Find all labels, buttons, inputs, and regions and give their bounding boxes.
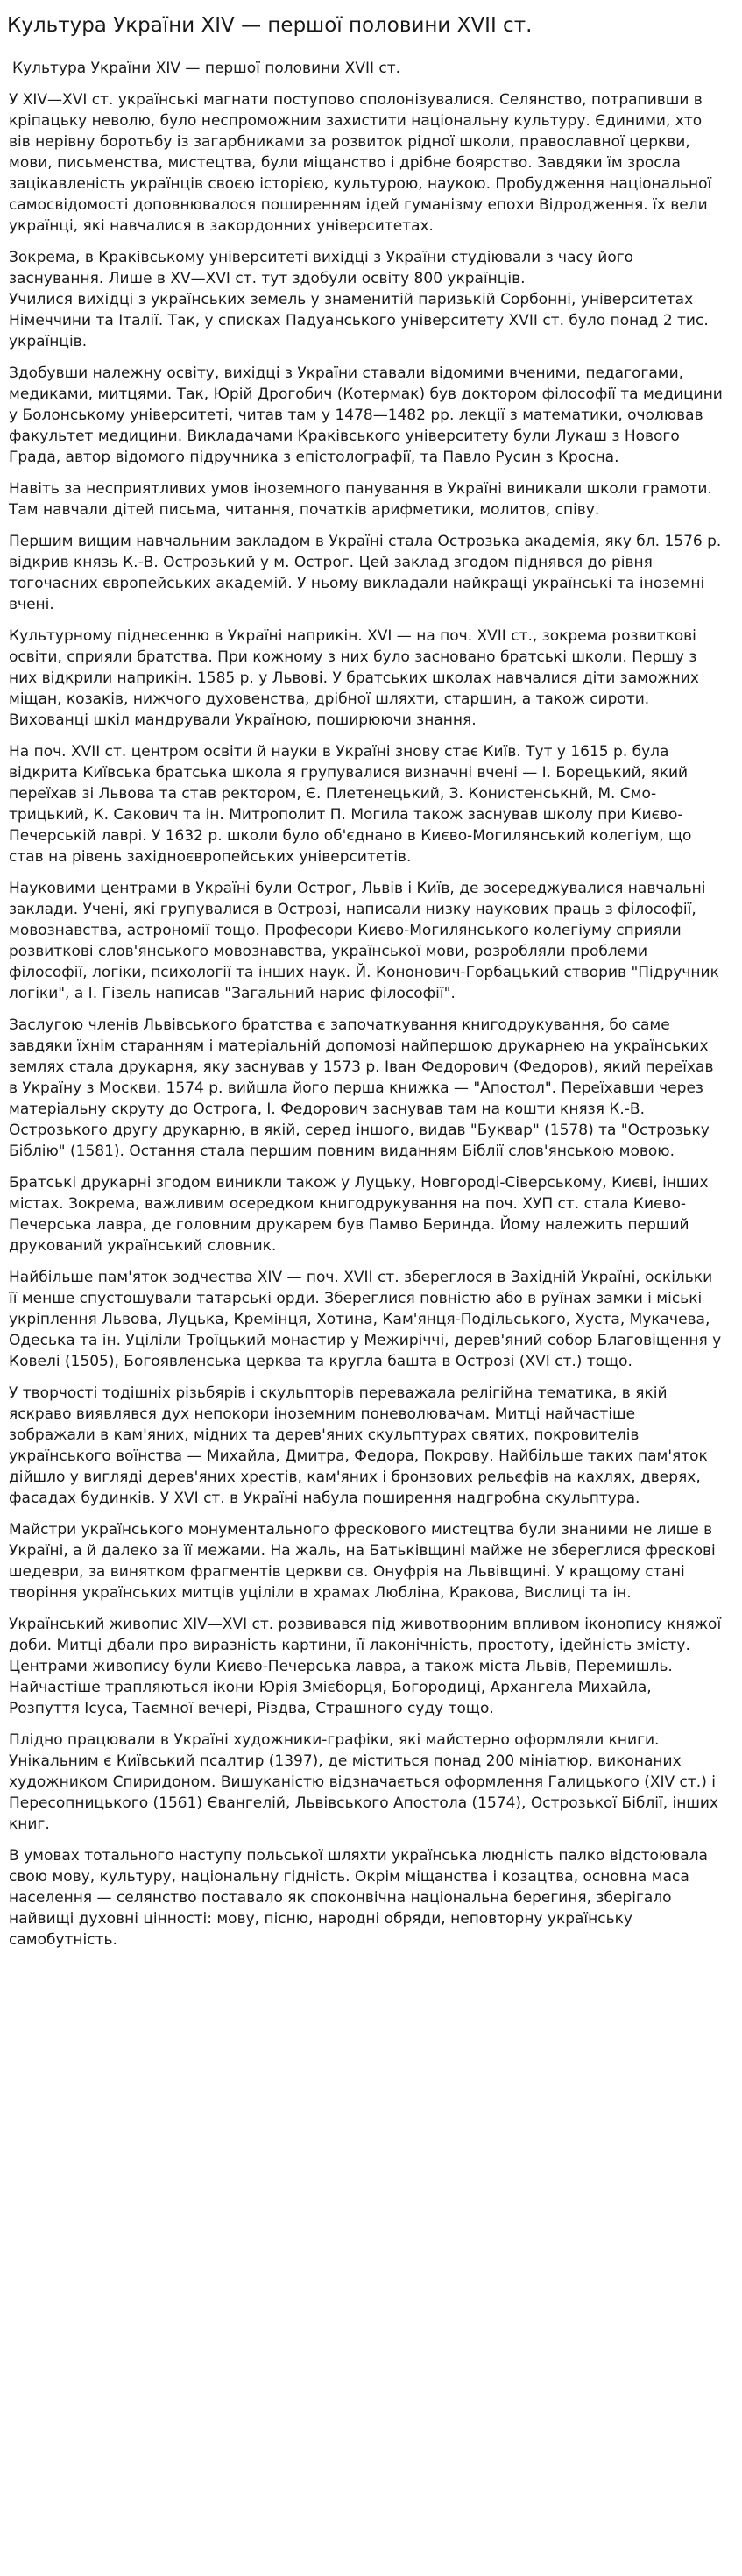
lead-heading: Культура України XIV — першої половини XVII ст.	[12, 60, 401, 77]
paragraph: Майстри українського монументального фрескового мистецтва були знаними не лише в Україні, а й далеко за її межами. На жаль, на Батьківщині майже не збереглися фрескові шедеври, за винятком фрагментів церкви св. Онуфрія на Львівщині. У кращому стані творіння українських митців уціліли в храмах Любліна, Кракова, Вислиці та ін.	[9, 1521, 716, 1602]
paragraph: Зокрема, в Краківському університеті вихідці з України студіювали з часу його заснування. Лише в XV—XVI ст. тут здобули освіту 800 українців. Училися вихідці з українських земель у знаменитій паризькій Сорбонні, університетах Німеччини та Італії. Так, у списках Падуанського університету XVII ст. було понад 2 тис. українців.	[9, 249, 709, 350]
paragraph: Плідно працювали в Україні художники-графіки, які майстерно оформляли книги. Унікальним є Київський псалтир (1397), де міститься понад 200 мініатюр, виконаних художником Спиридоном. Вишуканістю відзначається оформлення Галицького (XIV ст.) і Пересопницького (1561) Євангелій, Львівського Апостола (1574), Острозької Біблії, інших книг.	[9, 1731, 719, 1833]
paragraph: Братські друкарні згодом виникли також у Луцьку, Новгороді-Сіверському, Києві, інших містах. Зокрема, важливим осередком книгодрукування на поч. ХУП ст. стала Киево-Печерська лавра, де головним друкарем був Памво Беринда. Йому належить перший друкований український словник.	[9, 1174, 709, 1255]
paragraph: Найбільше пам'яток зодчества XIV — поч. XVII ст. збереглося в Західній Україні, оскільки її менше спустошували татарські орди. Збереглися повністю або в руїнах замки і міські укріплення Львова, Луцька, Кремінця, Хотина, Кам'янця-Подільського, Хуста, Мукачева, Одеська та ін. Уціліли Троїцький монастир у Межиріччі, дерев'яний собор Благовіщення у Ковелі (1505), Богоявленська церква та кругла башта в Острозі (XVI ст.) тощо.	[9, 1269, 722, 1370]
article-body	[7, 89, 728, 1950]
paragraph: Культурному піднесенню в Україні наприкін. XVI — на поч. XVII ст., зокрема розвиткові освіти, сприяли братства. При кожному з них було засновано братські школи. Першу з них відкрили наприкін. 1585 р. у Львові. У братських школах навчалися діти заможних міщан, козаків, нижчого духовенства, дрібної шляхти, старшин, а також сироти. Вихованці шкіл мандрували Україною, поширюючи знання.	[9, 627, 699, 729]
paragraph: Український живопис XIV—XVI ст. розвивався під животворним впливом іконопису княжої доби. Митці дбали про виразність картини, її лаконічність, простоту, ідейність змісту. Центрами живопису були Києво-Печерська лавра, а також міста Львів, Перемишль. Найчастіше трапляються ікони Юрія Змієборця, Богородиці, Архангела Михайла, Розпуття Ісуса, Таємної вечері, Різдва, Страшного суду тощо.	[9, 1616, 722, 1717]
paragraph: Навіть за несприятливих умов іноземного панування в Україні виникали школи грамоти. Там навчали дітей письма, читання, початків арифметики, молитов, співу.	[9, 480, 712, 519]
paragraph: В умовах тотального наступу польської шляхти українська людність палко відстоювала свою мову, культуру, національну гідність. Окрім міщанства і козацтва, основна маса населення — селянство поставало як споконвічна національна берегиня, зберігало найвищі духовні цінності: мову, пісню, народні обряди, неповторну українську самобутність.	[9, 1847, 708, 1949]
paragraph: Першим вищим навчальним закладом в Україні стала Острозька академія, яку бл. 1576 р. відкрив князь К.-В. Острозький у м. Острог. Цей заклад згодом піднявся до рівня тогочасних європейських академій. У ньому викладали найкращі українські та іноземні вчені.	[9, 533, 722, 613]
page-title: Культура України XIV — першої половини XVII ст.	[7, 14, 533, 37]
paragraph: На поч. XVII ст. центром освіти й науки в Україні знову стає Київ. Тут у 1615 р. була відкрита Київська братська школа я групувалися визначні вчені — І. Борецький, який переїхав зі Львова та став ректором, Є. Плетенецький, З. Конистенськнй, М. Смо-трицький, К. Сакович та ін. Митрополит П. Могила також заснував школу при Києво-Печерській лаврі. У 1632 р. школи було об'єднано в Києво-Могилянський колегіум, що став на рівень західноєвропейських університетів.	[9, 743, 692, 866]
paragraph: Заслугою членів Львівського братства є започаткування книгодрукування, бо саме завдяки їхнім старанням і матеріальній допомозі найпершою друкарнею на українських землях стала друкарня, яку заснував у 1573 р. Іван Федорович (Федоров), який переїхав в Україну з Москви. 1574 р. вийшла його перша книжка — "Апостол". Переїхавши через матеріальну скруту до Острога, І. Федорович заснував там на кошти князя К.-В. Острозького другу друкарню, в якій, серед іншого, видав "Буквар" (1578) та "Острозьку Біблію" (1581). Остання стала першим повним виданням Біблії слов'янською мовою.	[9, 1016, 714, 1160]
paragraph: У XIV—XVI ст. українські магнати поступово сполонізувалися. Селянство, потрапивши в кріпацьку неволю, було неспроможним захистити національну культуру. Єдиними, хто вів нерівну боротьбу із загарбниками за розвиток рідної школи, православної церкви, мови, письменства, мистецтва, були міщанство і дрібне боярство. Завдяки їм зросла зацікавленість українців своєю історією, культурою, наукою. Пробудження національної самосвідомості доповнювалося поширенням ідей гуманізму епохи Відродження. їх вели українці, які навчалися в закордонних університетах.	[9, 91, 712, 235]
paragraph: Здобувши належну освіту, вихідці з України ставали відомими вченими, педагогами, медиками, митцями. Так, Юрій Дрогобич (Котермак) був доктором філософії та медицини у Болонському університеті, читав там у 1478—1482 рр. лекції з математики, очолював факультет медицини. Викладачами Краківського університету були Лукаш з Нового Града, автор відомого підручника з епістолографії, та Павло Русин з Кросна.	[9, 364, 723, 466]
paragraph: Науковими центрами в Україні були Острог, Львів і Київ, де зосереджувалися навчальні заклади. Учені, які групувалися в Острозі, написали низку наукових праць з філософії, мовознавства, астрономії тощо. Професори Києво-Могилянського колегіуму сприяли розвиткові слов'янського мовознавства, української мови, розробляли проблеми філософії, логіки, психології та інших наук. Й. Кононович-Горбацький створив "Підручник логіки", а І. Гізель написав "Загальний нарис філософії".	[9, 880, 719, 1002]
paragraph: У творчості тодішніх різьбярів і скульпторів переважала релігійна тематика, в якій яскраво виявлявся дух непокори іноземним поневолювачам. Митці найчастіше зображали в кам'яних, мідних та дерев'яних скульптурах святих, покровителів українського воїнства — Михайла, Дмитра, Федора, Покрову. Найбільше таких пам'яток дійшло у вигляді дерев'яних хрестів, кам'яних і бронзових рельєфів на кахлях, дверях, фасадах будинків. У XVI ст. в Україні набула поширення надгробна скульптура.	[9, 1384, 708, 1507]
